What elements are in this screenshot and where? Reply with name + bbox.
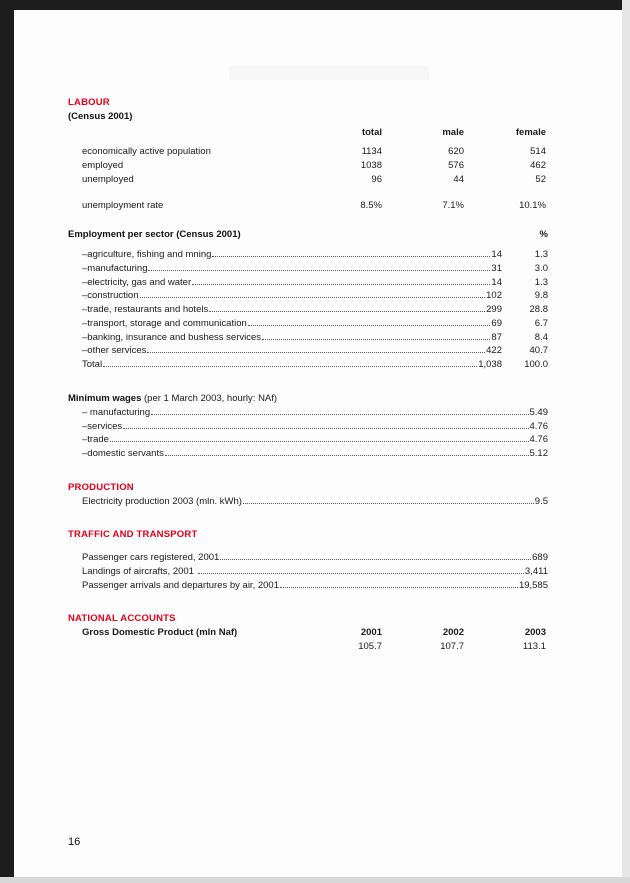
row-label: –construction xyxy=(82,290,139,302)
leader-dots xyxy=(123,428,528,429)
section-heading-production: PRODUCTION xyxy=(68,481,134,493)
table-row xyxy=(68,173,548,187)
row-total: 1134 xyxy=(361,146,382,158)
table-row xyxy=(68,145,548,159)
leader-dots xyxy=(147,352,485,353)
table-row xyxy=(68,344,548,358)
row-value: 3,411 xyxy=(524,565,548,577)
gdp-value-2003: 113.1 xyxy=(522,640,546,652)
scan-edge-top xyxy=(0,0,630,10)
column-header-female: female xyxy=(515,126,546,138)
gdp-values-label xyxy=(68,640,300,654)
leader-dots xyxy=(110,441,529,442)
table-row xyxy=(68,447,548,461)
row-percent: 40.7 xyxy=(529,345,548,357)
table-row xyxy=(68,159,548,173)
table-row xyxy=(68,433,548,447)
row-male: 44 xyxy=(453,173,464,185)
table-row xyxy=(68,317,548,331)
table-row xyxy=(68,199,548,213)
leader-dots xyxy=(212,256,490,257)
minimum-wages-title-bold: Minimum wages xyxy=(68,393,142,405)
row-male: 7.1% xyxy=(442,199,464,211)
column-header-total: total xyxy=(361,126,382,138)
row-total: 96 xyxy=(371,173,382,185)
leader-dots xyxy=(262,339,490,340)
table-row xyxy=(68,276,548,290)
leader-dots xyxy=(248,325,491,326)
scan-edge-left xyxy=(0,0,14,883)
row-label: –other services xyxy=(82,345,147,357)
labour-census-label: (Census 2001) xyxy=(68,110,133,122)
row-label: Total xyxy=(82,359,103,371)
minimum-wages-title xyxy=(68,392,548,406)
employment-percent-header: % xyxy=(539,229,548,241)
row-percent: 1.3 xyxy=(534,276,548,288)
row-percent: 1.3 xyxy=(534,249,548,261)
row-number: 14 xyxy=(491,276,502,288)
minimum-wages-title-rest: (per 1 March 2003, hourly: NAf) xyxy=(141,393,278,405)
section-heading-national-accounts: NATIONAL ACCOUNTS xyxy=(68,613,176,625)
labour-table xyxy=(68,126,548,213)
row-label: Landings of aircrafts, 2001 xyxy=(82,565,197,577)
leader-dots xyxy=(280,587,518,588)
row-number: 422 xyxy=(486,345,502,357)
row-label: –services xyxy=(82,420,123,432)
leader-dots xyxy=(165,455,529,456)
gdp-header-row xyxy=(68,626,548,640)
leader-dots xyxy=(220,559,531,560)
gdp-value-2001: 105.7 xyxy=(358,640,382,652)
row-number: 1,038 xyxy=(478,359,502,371)
row-percent: 3.0 xyxy=(534,262,548,274)
row-value: 9.5 xyxy=(534,495,548,507)
gdp-year-2002: 2002 xyxy=(442,627,464,639)
row-label: Electricity production 2003 (mln. kWh) xyxy=(82,495,242,507)
row-label: –banking, insurance and bushess services xyxy=(82,331,262,343)
row-percent: 6.7 xyxy=(534,317,548,329)
table-row xyxy=(68,289,548,303)
row-value: 5.12 xyxy=(529,448,548,460)
row-value: 4.76 xyxy=(529,434,548,446)
row-label: –transport, storage and communication xyxy=(82,317,247,329)
gdp-value-2002: 107.7 xyxy=(440,640,464,652)
leader-dots xyxy=(148,270,490,271)
minimum-wages-table xyxy=(68,406,548,461)
table-row xyxy=(68,579,548,593)
leader-dots xyxy=(140,297,486,298)
row-male: 576 xyxy=(448,160,464,172)
row-percent: 8.4 xyxy=(534,331,548,343)
scan-edge-right xyxy=(622,0,630,883)
section-heading-traffic-and-transport: TRAFFIC AND TRANSPORT xyxy=(68,529,198,541)
leader-dots xyxy=(209,311,485,312)
table-row xyxy=(68,248,548,262)
row-male: 620 xyxy=(448,146,464,158)
employment-title: Employment per sector (Census 2001) xyxy=(68,229,241,241)
employment-table xyxy=(68,248,548,372)
row-label: unemployment rate xyxy=(82,199,164,211)
row-total: 1038 xyxy=(360,160,382,172)
scan-edge-bottom xyxy=(0,877,630,883)
row-female: 462 xyxy=(530,160,546,172)
row-label: economically active population xyxy=(82,146,211,158)
table-row xyxy=(68,406,548,420)
row-label: –agriculture, fishing and mning xyxy=(82,249,212,261)
row-label: –manufacturing xyxy=(82,262,148,274)
row-value: 4.76 xyxy=(529,420,548,432)
row-label: – manufacturing xyxy=(82,406,151,418)
table-row xyxy=(68,331,548,345)
faint-watermark xyxy=(229,66,429,80)
table-header-row xyxy=(68,126,548,140)
row-value: 689 xyxy=(532,552,548,564)
table-row xyxy=(68,565,548,579)
row-number: 14 xyxy=(491,249,502,261)
table-row xyxy=(68,495,548,509)
row-female: 10.1% xyxy=(519,199,546,211)
row-label: –domestic servants xyxy=(82,448,164,460)
employment-section-header xyxy=(68,228,548,242)
row-percent: 28.8 xyxy=(529,304,548,316)
row-female: 52 xyxy=(535,173,546,185)
row-percent: 100.0 xyxy=(524,359,548,371)
row-value: 5.49 xyxy=(529,406,548,418)
row-number: 299 xyxy=(486,304,502,316)
table-row xyxy=(68,551,548,565)
row-label: –electricity, gas and water xyxy=(82,276,192,288)
table-row xyxy=(68,420,548,434)
leader-dots xyxy=(198,573,524,574)
row-label: employed xyxy=(82,160,124,172)
gdp-year-2001: 2001 xyxy=(360,627,382,639)
row-label: Passenger arrivals and departures by air, 2001 xyxy=(82,579,279,591)
traffic-table xyxy=(68,551,548,592)
table-row-total xyxy=(68,358,548,372)
page-content xyxy=(68,96,548,654)
table-row xyxy=(68,262,548,276)
gdp-values-row xyxy=(68,640,548,654)
table-header-blank xyxy=(68,126,300,140)
column-header-male: male xyxy=(442,126,464,138)
gdp-year-2003: 2003 xyxy=(524,627,546,639)
row-value: 19,585 xyxy=(518,579,548,591)
row-number: 102 xyxy=(486,290,502,302)
table-row xyxy=(68,303,548,317)
row-percent: 9.8 xyxy=(534,290,548,302)
gdp-table-title: Gross Domestic Product (mln Naf) xyxy=(82,627,238,639)
row-female: 514 xyxy=(530,146,546,158)
section-heading-labour: LABOUR xyxy=(68,97,110,108)
row-total: 8.5% xyxy=(360,199,382,211)
row-number: 69 xyxy=(491,317,502,329)
row-label: –trade, restaurants and hotels xyxy=(82,304,209,316)
leader-dots xyxy=(192,284,490,285)
row-label: Passenger cars registered, 2001 xyxy=(82,552,220,564)
leader-dots xyxy=(151,414,528,415)
row-label: unemployed xyxy=(82,173,134,185)
row-number: 87 xyxy=(491,331,502,343)
page-number: 16 xyxy=(68,836,81,848)
row-number: 31 xyxy=(491,262,502,274)
row-label: –trade xyxy=(82,434,109,446)
leader-dots xyxy=(103,366,477,367)
leader-dots xyxy=(243,503,534,504)
